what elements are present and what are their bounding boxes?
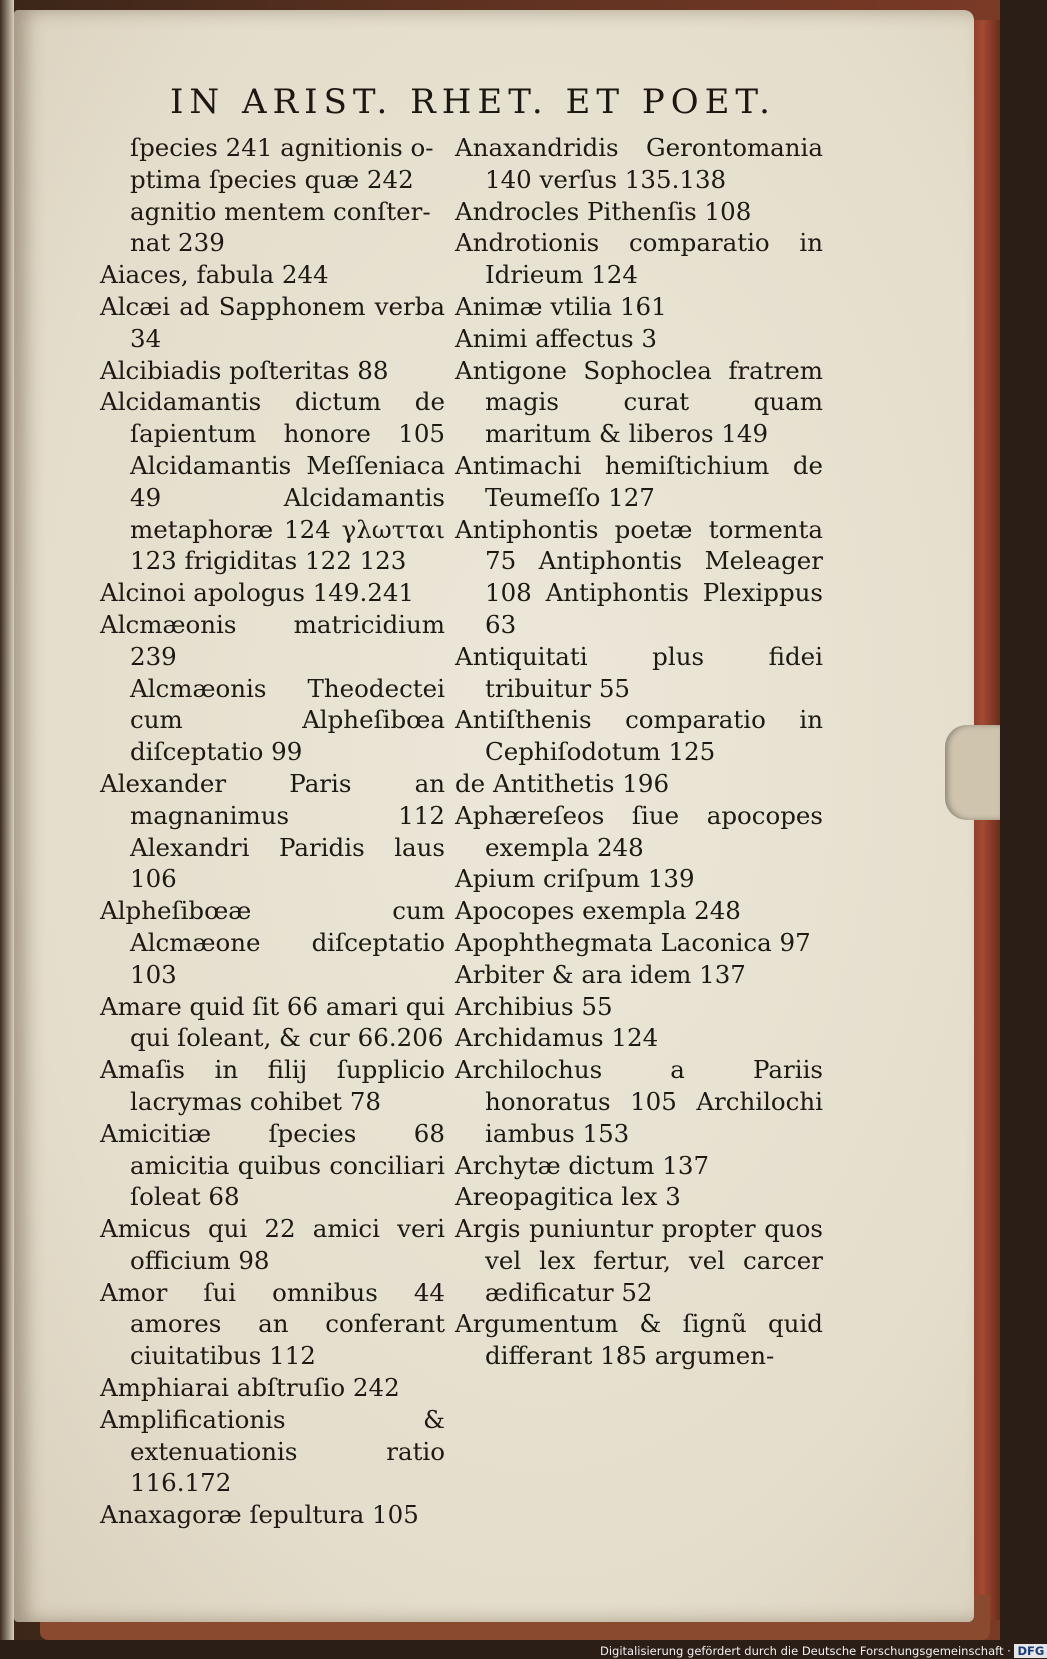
index-entry: Androcles Pithenſis 108	[455, 196, 752, 226]
index-entry: Archidamus 124	[455, 1023, 659, 1053]
index-entry: Antimachi hemiſtichium de Teumeſſo 127	[455, 450, 823, 512]
index-entry: Anaxandridis Gerontomania 140 verſus 135.138	[455, 133, 823, 194]
index-entry: Antiſthenis comparatio in Cephiſodotum 125	[455, 705, 823, 767]
index-entry: Alcinoi apologus 149.241	[100, 578, 415, 608]
index-entry: Animi affectus 3	[455, 323, 657, 353]
index-entry: Argis puniuntur propter quos vel lex fertur, vel carcer ædificatur 52	[455, 1214, 823, 1307]
index-entry: agnitio mentem conſter-	[130, 196, 431, 226]
index-entry: Aiaces, fabula 244	[100, 260, 329, 290]
index-entry: Areopagitica lex 3	[455, 1182, 681, 1212]
index-entry: Alexander Paris an magnanimus 112 Alexandri Paridis laus 106	[100, 768, 445, 894]
index-entry: Apocopes exempla 248	[455, 896, 741, 926]
index-entry: Archytæ dictum 137	[455, 1150, 710, 1180]
index-entry: nat 239	[130, 228, 225, 258]
digitization-credit: Digitalisierung gefördert durch die Deutsche Forschungsgemeinschaft · DFG	[600, 1644, 995, 1658]
credit-text: Digitalisierung gefördert durch die Deutsche Forschungsgemeinschaft	[600, 1644, 1004, 1658]
index-entry: Alcmæonis Theodectei cum Alpheſibœa diſceptatio 99	[130, 673, 445, 767]
index-entry: Alpheſibœæ cum Alcmæone diſceptatio 103	[100, 896, 445, 989]
index-entry: ſpecies 241 agnitionis o-	[130, 133, 434, 162]
dfg-logo: DFG	[1014, 1644, 1047, 1658]
index-entry: Alcidamantis dictum de ſapientum honore 105 Alcidamantis Meſſeniaca 49 Alcidamantis metaphoræ 124 γλωτται 123 frigiditas 122 123	[100, 387, 445, 576]
index-entry: Antiquitati plus fidei tribuitur 55	[455, 641, 823, 703]
index-entry: Antiphontis poetæ tormenta 75 Antiphontis Meleager 108 Antiphontis Plexippus 63	[455, 514, 823, 639]
index-entry: ptima ſpecies quæ 242	[130, 164, 414, 194]
index-entry: de Antithetis 196	[455, 768, 670, 798]
index-entry: Argumentum & ſignũ quid differant 185 argumen-	[455, 1309, 823, 1371]
index-entry: Androtionis comparatio in Idrieum 124	[455, 228, 823, 290]
index-entry: Amor ſui omnibus 44 amores an conferant ciuitatibus 112	[100, 1277, 445, 1371]
index-entry: Amicitiæ ſpecies 68 amicitia quibus conciliari ſoleat 68	[100, 1118, 445, 1212]
index-entry: Anaxagoræ ſepultura 105	[100, 1500, 419, 1530]
index-entry: Archibius 55	[455, 991, 613, 1021]
index-entry: Alcæi ad Sapphonem verba 34	[100, 291, 445, 353]
index-entry: Archilochus a Pariis honoratus 105 Archilochi iambus 153	[455, 1055, 823, 1148]
clasp-tab	[945, 725, 1000, 820]
index-column-right	[455, 132, 823, 1372]
index-entry: Aphæreſeos ſiue apocopes exempla 248	[455, 800, 823, 862]
index-entry: Alcibiadis poſteritas 88	[100, 355, 389, 385]
index-entry: Amphiarai abſtruſio 242	[100, 1373, 400, 1403]
index-entry: Arbiter & ara idem 137	[455, 959, 746, 989]
index-entry: Animæ vtilia 161	[455, 291, 667, 321]
running-header: IN ARIST. RHET. ET POET.	[170, 82, 776, 122]
index-entry: Amicus qui 22 amici veri officium 98	[100, 1214, 445, 1275]
index-entry: Alcmæonis matricidium 239	[100, 609, 445, 671]
index-entry: Amaſis in filij ſupplicio lacrymas cohibet 78	[100, 1055, 445, 1116]
index-entry: Antigone Sophoclea fratrem magis curat quam maritum & liberos 149	[455, 355, 823, 449]
index-entry: Amare quid ſit 66 amari qui qui ſoleant, & cur 66.206	[100, 991, 445, 1053]
index-entry: Apium criſpum 139	[455, 864, 695, 894]
index-column-left	[100, 132, 445, 1531]
index-entry: Apophthegmata Laconica 97	[455, 927, 811, 957]
index-entry: Amplificationis & extenuationis ratio 116.172	[100, 1404, 445, 1498]
facing-page-edge	[0, 0, 14, 1640]
